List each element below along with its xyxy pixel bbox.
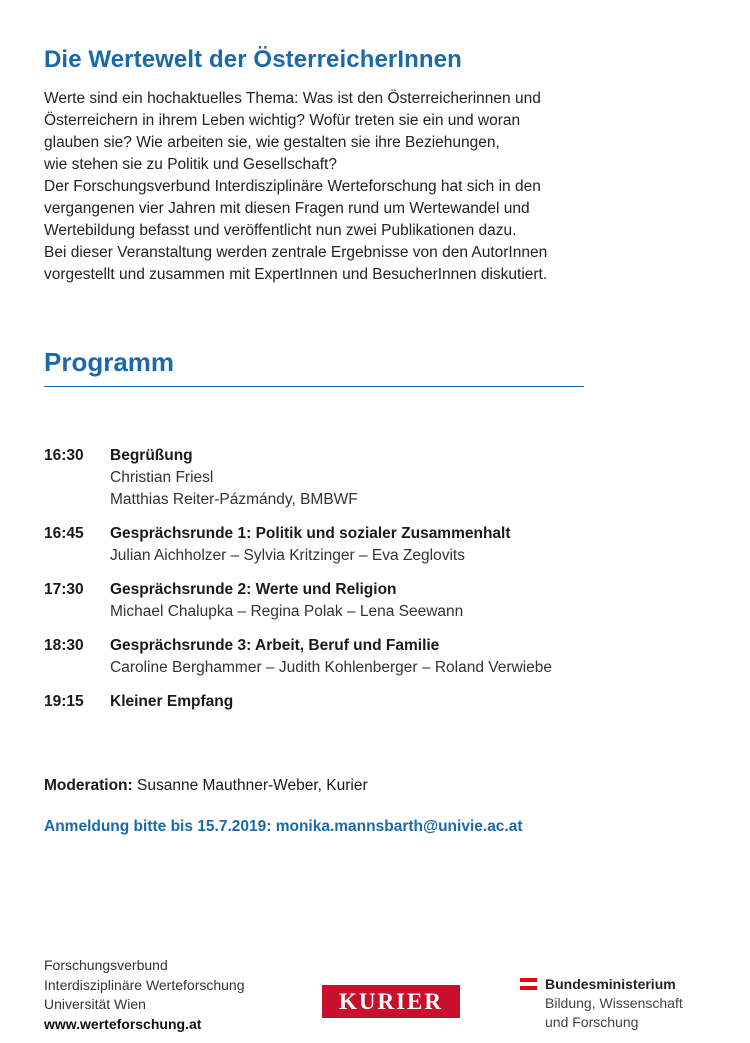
ministry-name: Bundesministerium: [545, 976, 676, 992]
intro-line: Der Forschungsverbund Interdisziplinäre Werteforschung hat sich in den: [44, 178, 541, 195]
program-speaker: Julian Aichholzer – Sylvia Kritzinger – Eva Zeglovits: [110, 547, 465, 564]
intro-line: vergangenen vier Jahren mit diesen Fragen rund um Wertewandel und: [44, 200, 530, 217]
program-heading: Programm: [44, 347, 175, 377]
program-title: Begrüßung: [110, 447, 193, 464]
organizer-line: Forschungsverbund: [44, 957, 168, 973]
organizer-line: Universität Wien: [44, 996, 146, 1012]
intro-line: vorgestellt und zusammen mit ExpertInnen und BesucherInnen diskutiert.: [44, 266, 548, 283]
program-item: [44, 523, 664, 567]
intro-line: wie stehen sie zu Politik und Gesellschaft?: [44, 156, 337, 173]
organizer-block: [44, 956, 245, 1034]
registration-notice[interactable]: Anmeldung bitte bis 15.7.2019: monika.mannsbarth@univie.ac.at: [44, 818, 523, 835]
intro-line: glauben sie? Wie arbeiten sie, wie gestalten sie ihre Beziehungen,: [44, 134, 500, 151]
program-schedule: [44, 445, 664, 725]
website-link[interactable]: www.werteforschung.at: [44, 1015, 202, 1032]
ministry-line: Bildung, Wissenschaft: [545, 995, 683, 1011]
program-title: Gesprächsrunde 1: Politik und sozialer Zusammenhalt: [110, 525, 511, 542]
intro-paragraph: [44, 88, 644, 286]
program-speaker: Michael Chalupka – Regina Polak – Lena Seewann: [110, 603, 464, 620]
program-item: [44, 691, 664, 713]
intro-line: Österreichern in ihrem Leben wichtig? Wofür treten sie ein und woran: [44, 112, 521, 129]
austrian-flag-icon: [520, 978, 537, 990]
program-divider: [44, 386, 584, 387]
page-title: Die Wertewelt der ÖsterreicherInnen: [44, 46, 462, 73]
intro-line: Werte sind ein hochaktuelles Thema: Was ist den Österreicherinnen und: [44, 90, 541, 107]
program-speaker: Caroline Berghammer – Judith Kohlenberger – Roland Verwiebe: [110, 659, 553, 676]
moderation-value: Susanne Mauthner-Weber, Kurier: [137, 777, 368, 794]
moderation-label: Moderation:: [44, 777, 133, 794]
program-time: 16:30: [44, 447, 84, 464]
intro-line: Bei dieser Veranstaltung werden zentrale Ergebnisse von den AutorInnen: [44, 244, 548, 261]
program-item: [44, 635, 664, 679]
ministry-line: und Forschung: [545, 1014, 639, 1030]
program-time: 18:30: [44, 637, 84, 654]
program-title: Gesprächsrunde 3: Arbeit, Beruf und Familie: [110, 637, 440, 654]
program-time: 16:45: [44, 525, 84, 542]
program-item: [44, 579, 664, 623]
program-title: Kleiner Empfang: [110, 693, 234, 710]
program-time: 17:30: [44, 581, 84, 598]
kurier-logo: KURIER: [322, 985, 460, 1018]
program-speaker: Christian Friesl: [110, 469, 214, 486]
program-speaker: Matthias Reiter-Pázmándy, BMBWF: [110, 491, 358, 508]
program-title: Gesprächsrunde 2: Werte und Religion: [110, 581, 397, 598]
moderation: [44, 775, 368, 797]
organizer-line: Interdisziplinäre Werteforschung: [44, 976, 245, 993]
intro-line: Wertebildung befasst und veröffentlicht nun zwei Publikationen dazu.: [44, 222, 517, 239]
program-item: [44, 445, 664, 511]
program-time: 19:15: [44, 693, 84, 710]
